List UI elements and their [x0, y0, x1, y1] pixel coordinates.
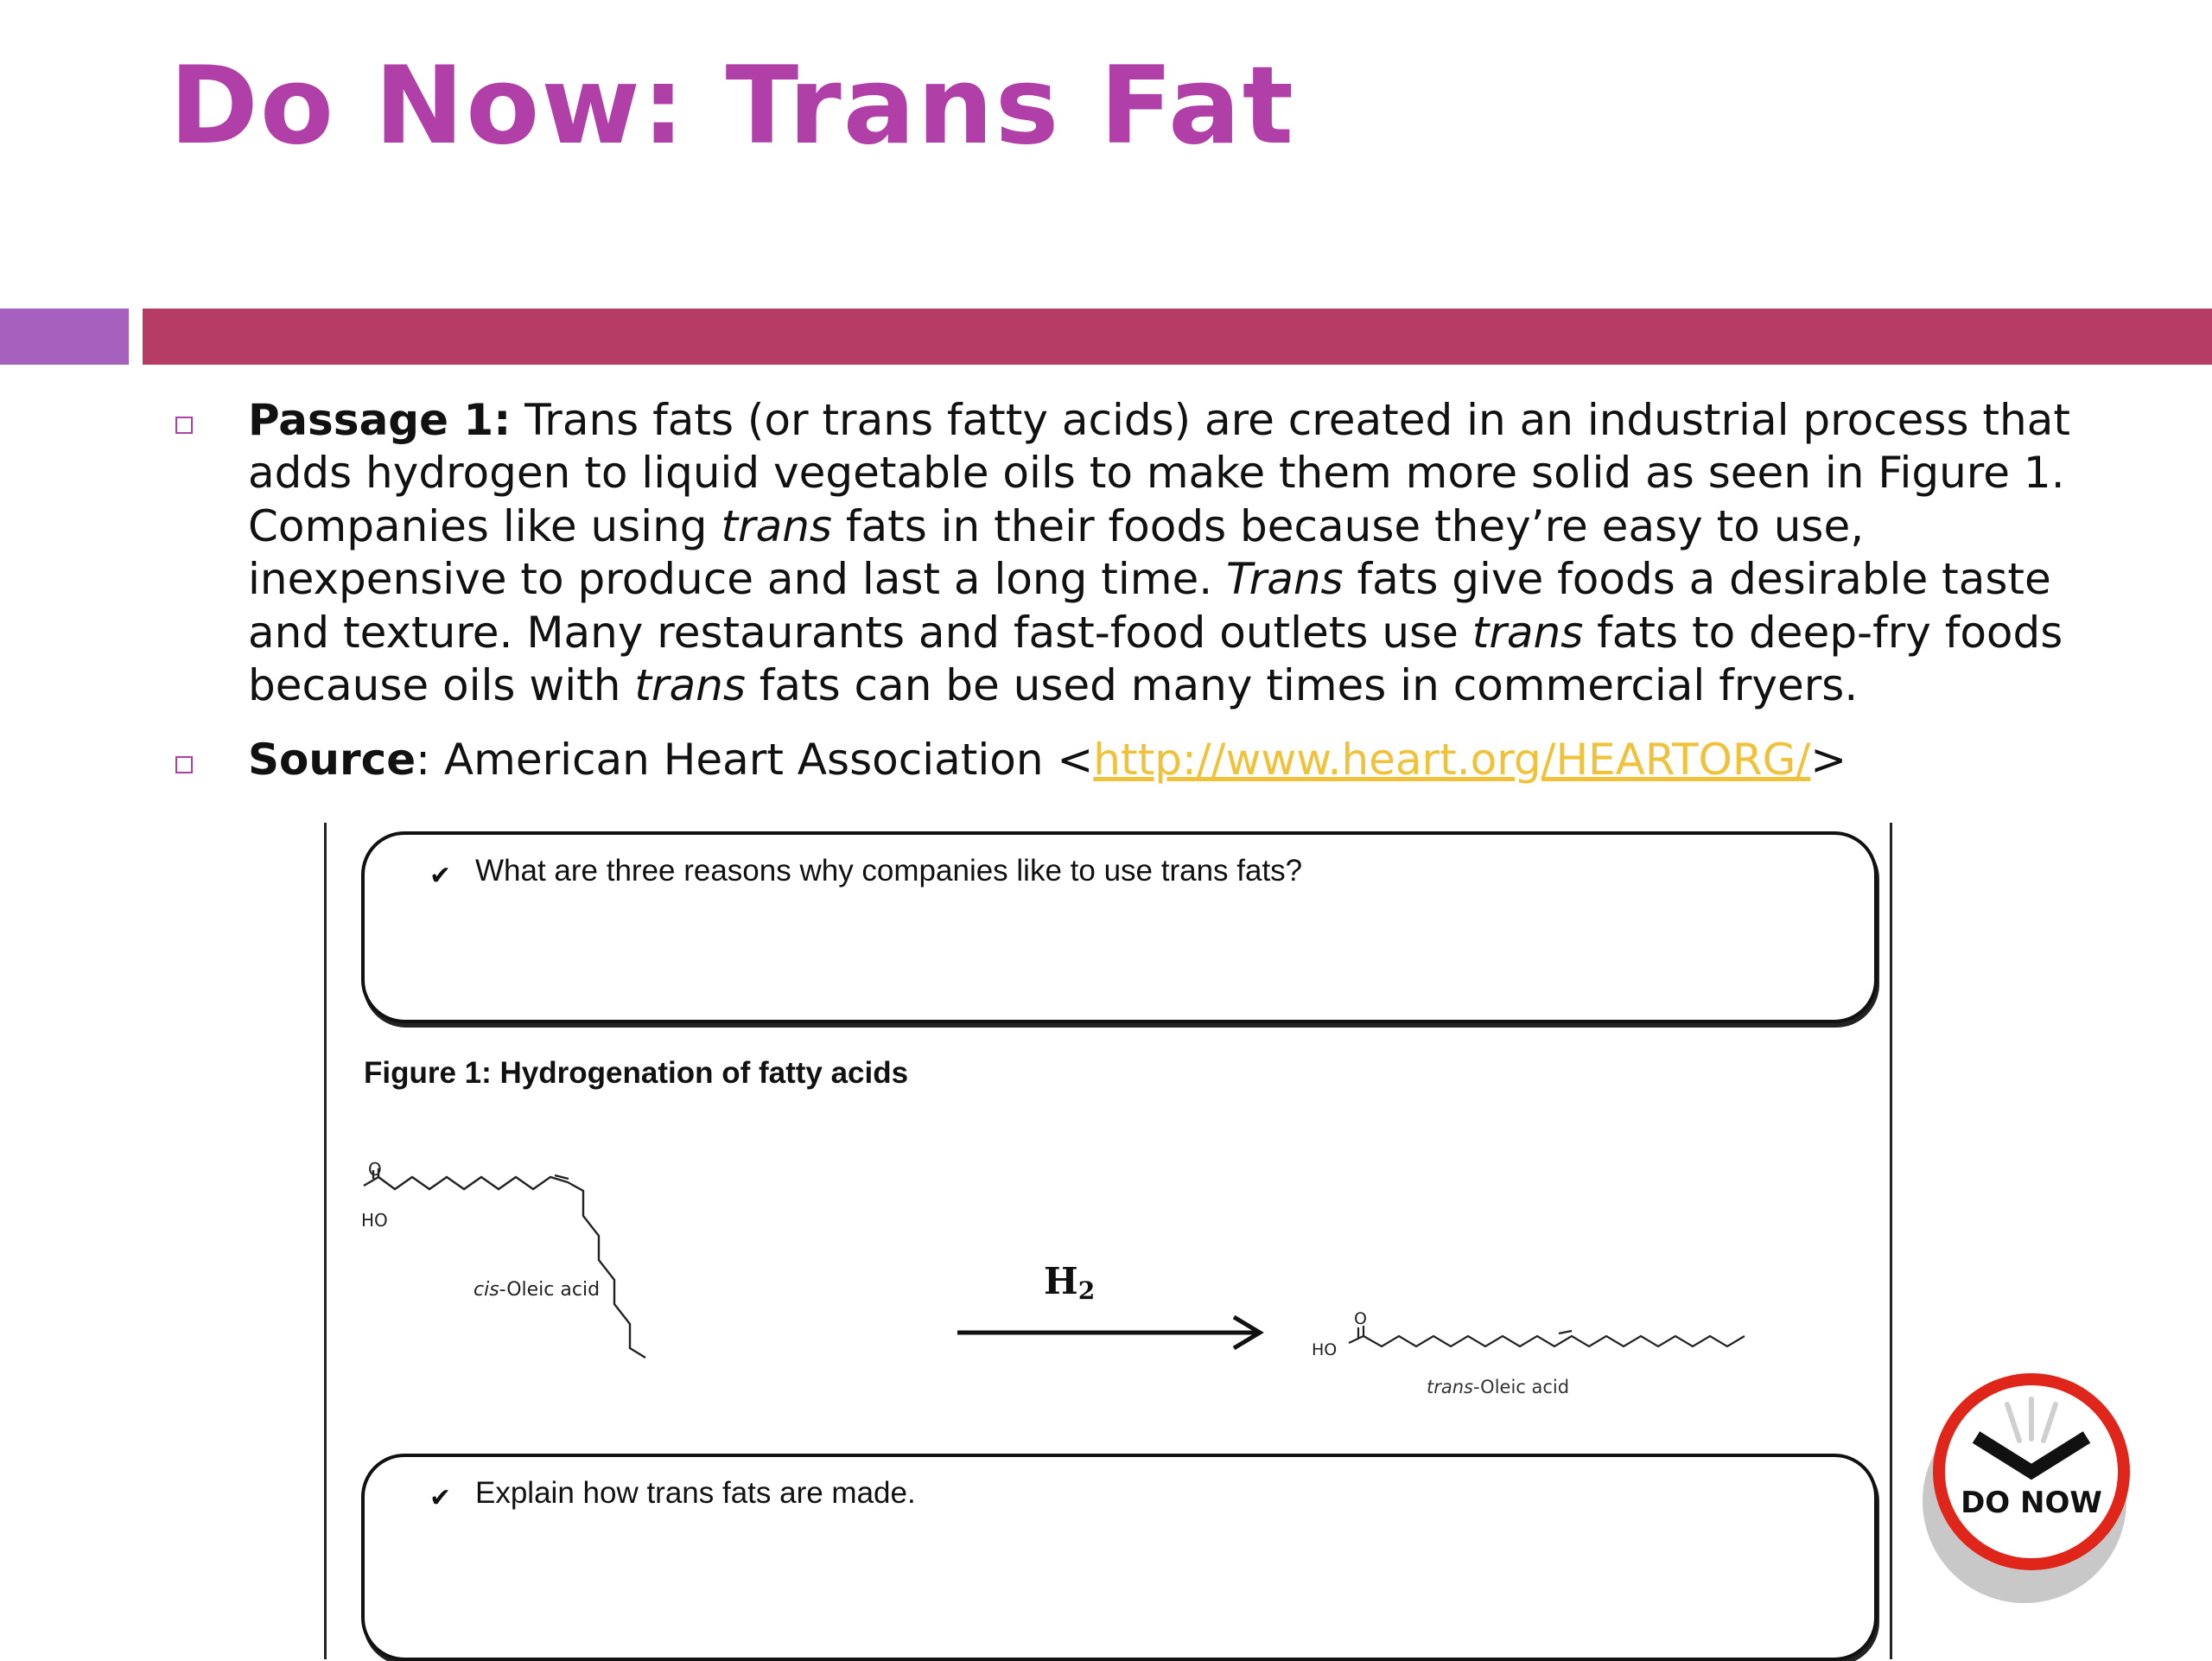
source-link[interactable]: http://www.heart.org/HEARTORG/ [1093, 735, 1811, 785]
passage-paragraph [248, 394, 2114, 712]
checkmark-icon: ✔ [429, 861, 452, 891]
cis-oleic-acid-structure [364, 1168, 645, 1358]
passage-label: Passage 1: [248, 395, 512, 445]
worksheet-image [324, 823, 1892, 1659]
figure-caption: Figure 1: Hydrogenation of fatty acids [364, 1056, 909, 1090]
reagent-label [1044, 1260, 1095, 1305]
question-box [361, 1454, 1878, 1661]
source-colon: : [416, 735, 431, 785]
source-label: Source [248, 735, 416, 785]
question-text: What are three reasons why companies like to use trans fats? [475, 854, 1303, 888]
passage-text: fats in their foods because they’re easy to use, inexpensive to produce and last a long time. [248, 500, 1865, 605]
passage-text: fats can be used many times in commercial fryers. [745, 660, 1859, 711]
badge-text: DO NOW [1961, 1486, 2102, 1520]
cis-name: -Oleic acid [499, 1279, 601, 1301]
passage-emphasis: trans [721, 500, 832, 551]
source-close: > [1810, 735, 1847, 785]
passage-emphasis: trans [634, 660, 746, 711]
cis-carbonyl-oxygen: O [368, 1159, 382, 1180]
cis-oleic-acid-label [474, 1279, 600, 1301]
do-now-badge [1905, 1370, 2147, 1612]
trans-oleic-acid-structure [1349, 1326, 1745, 1346]
reagent-symbol: H [1044, 1260, 1078, 1302]
passage-text: fats to deep-fry foods because oils with [248, 607, 2063, 711]
checkmark-icon: ✔ [429, 1483, 452, 1513]
trans-oleic-acid-label [1427, 1377, 1569, 1397]
passage-emphasis: trans [1471, 607, 1584, 658]
trans-name: -Oleic acid [1473, 1377, 1570, 1397]
trans-carbonyl-oxygen: O [1354, 1309, 1367, 1328]
bullet-square-icon [175, 417, 193, 434]
reagent-subscript: 2 [1077, 1276, 1096, 1305]
passage-text: fats give foods a desirable taste and texture. Many restaurants and fast-food outlets use [248, 554, 2051, 658]
slide-title: Do Now: Trans Fat [169, 44, 1296, 169]
trans-hydroxyl-label: HO [1312, 1340, 1338, 1359]
question-text: Explain how trans fats are made. [475, 1476, 916, 1510]
cis-hydroxyl-label: HO [361, 1210, 388, 1231]
passage-emphasis: Trans [1226, 554, 1344, 605]
passage-text: Trans fats (or trans fatty acids) are created in an industrial process that adds hydrogen to liquid vegetable oils to make them more solid as seen in Figure 1. Companies like using [248, 395, 2070, 551]
source-line [248, 734, 2114, 786]
accent-bar-left [0, 309, 129, 365]
bullet-square-icon [175, 756, 193, 773]
cis-prefix: cis [474, 1279, 499, 1301]
trans-prefix: trans [1427, 1377, 1473, 1397]
source-org: American Heart Association < [430, 735, 1094, 785]
accent-bar-right [143, 309, 2212, 365]
